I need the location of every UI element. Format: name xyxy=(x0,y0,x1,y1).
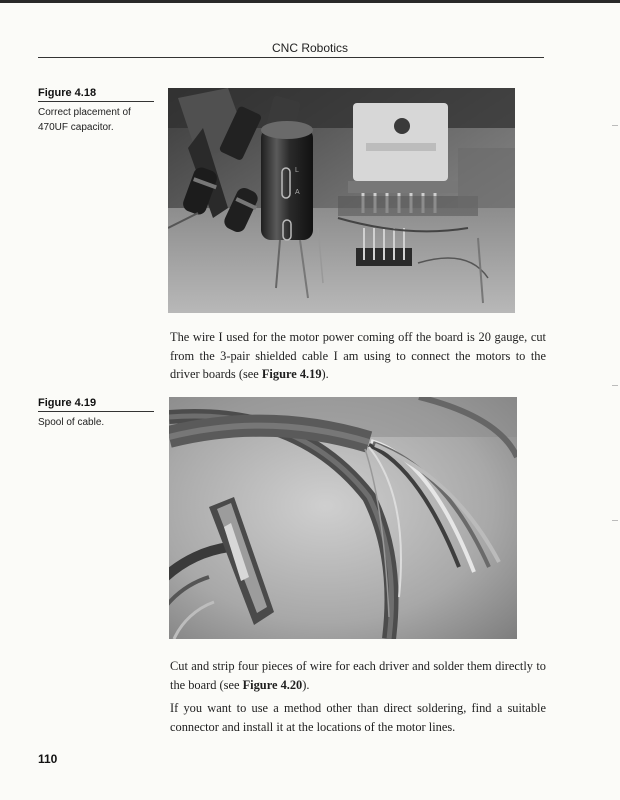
paragraph-1-text-before: The wire I used for the motor power coming off the board is 20 gauge, cut from the 3-pair shielded cable I am using to connect the motors to the driver boards (see xyxy=(170,330,546,381)
paragraph-3: If you want to use a method other than direct soldering, find a suitable connector and install it at the locations of the motor lines. xyxy=(170,701,546,734)
paragraph-2-text-after: ). xyxy=(302,677,310,692)
figure-ref-4-19: Figure 4.19 xyxy=(261,367,322,381)
figure-label-4-18: Figure 4.18 xyxy=(38,87,97,99)
paragraph-1-text-after: ). xyxy=(321,367,329,381)
figure-caption-4-18: Correct placement of 470UF capacitor. xyxy=(38,107,131,133)
scan-mark xyxy=(612,385,618,386)
paragraph-2 xyxy=(170,657,546,694)
svg-text:A: A xyxy=(295,189,300,196)
figure-4-19-photo xyxy=(169,397,517,639)
figure-caption-4-19: Spool of cable. xyxy=(38,417,105,428)
paragraph-2-text-before: Cut and strip four pieces of wire for each driver and solder them directly to the board (see xyxy=(170,659,546,692)
figure-ref-4-20: Figure 4.20 xyxy=(242,677,303,692)
scan-mark xyxy=(612,125,618,126)
page-number: 110 xyxy=(38,752,58,766)
figure-label-4-19: Figure 4.19 xyxy=(38,397,97,409)
figure-4-18-photo xyxy=(168,88,515,313)
scan-mark xyxy=(612,520,618,521)
figure-rule-4-18 xyxy=(38,101,154,102)
running-header: CNC Robotics xyxy=(271,41,349,55)
scan-top-edge xyxy=(0,0,620,3)
figure-rule-4-19 xyxy=(38,411,154,412)
header-rule xyxy=(38,57,544,58)
paragraph-1 xyxy=(170,328,546,384)
svg-text:L: L xyxy=(295,167,299,174)
